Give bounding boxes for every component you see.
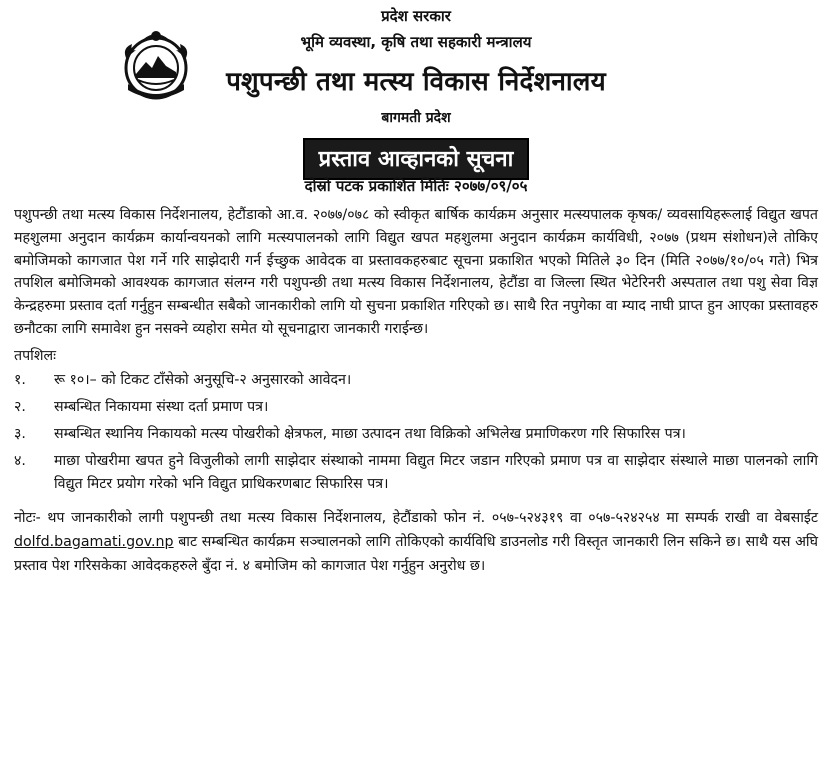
- list-item-text: माछा पोखरीमा खपत हुने विजुलीको लागी साझेदार संस्थाको नाममा विद्युत मिटर जडान गरिएको प्रमाण पत्र वा साझेदार संस्थाले माछा पालनको लागि विद्युत मिटर प्रयोग गरेको भनि विद्युत प्राधिकरणबाट सिफारिस पत्र।: [54, 452, 818, 492]
- note-text-part1: थप जानकारीको लागी पशुपन्छी तथा मत्स्य विकास निर्देशनालय, हेटौंडाको फोन नं. ०५७-५२४३१९ वा ०५७-५२४२५४ मा सम्पर्क राखी वा वेबसाईट: [40, 509, 818, 526]
- notice-title: प्रस्ताव आव्हानको सूचना: [303, 138, 530, 180]
- list-item-number: ३.: [14, 425, 26, 442]
- list-item-text: रू १०।– को टिकट टाँसेको अनुसूचि-२ अनुसारको आवेदन।: [54, 371, 352, 388]
- list-item-text: सम्बन्धित स्थानिय निकायको मत्स्य पोखरीको क्षेत्रफल, माछा उत्पादन तथा विक्रिको अभिलेख प्रमाणिकरण गरि सिफारिस पत्र।: [54, 425, 686, 442]
- list-item: [14, 369, 818, 392]
- list-item: [14, 450, 818, 496]
- list-item-number: १.: [14, 371, 26, 388]
- main-paragraph: पशुपन्छी तथा मत्स्य विकास निर्देशनालय, हेटौंडाको आ.व. २०७७/०७८ को स्वीकृत बार्षिक कार्यक्रम अनुसार मत्स्यपालक कृषक/ व्यवसायिहरूलाई विद्युत खपत महशुलमा अनुदान कार्यक्रम कार्यान्वयनको लागि मत्स्यपालनको लागि विद्युत खपत महशुलमा अनुदान कार्यक्रम कार्यविधी, २०७७ (प्रथम संशोधन)ले तोकिए बमोजिमको कागजात पेश गर्ने गरि साझेदारी गर्न ईच्छुक आवेदक वा प्रस्तावकहरुबाट सूचना प्रकाशित भएको मितिले ३० दिन (मिति २०७७/१०/०५ गते) भित्र तपशिल बमोजिमको आवश्यक कागजात संलग्न गरी पशुपन्छी तथा मत्स्य विकास निर्देशनालय, हेटौंडा वा जिल्ला स्थित भेटेरिनरी अस्पताल तथा पशु सेवा विज्ञ केन्द्रहरुमा प्रस्ताव दर्ता गर्नुहुन सम्बन्धीत सबैको जानकारीको लागि यो सुचना प्रकाशित गरिएको छ। साथै रित नपुगेका वा म्याद नाघी प्राप्त हुन आएका प्रस्तावहरु छनौटका लागि समावेश हुन नसक्ने व्यहोरा समेत यो सूचनाद्वारा जानकारी गराईन्छ।: [14, 207, 818, 337]
- header-line-ministry: भूमि व्यवस्था, कृषि तथा सहकारी मन्त्रालय: [300, 33, 532, 51]
- website-link[interactable]: dolfd.bagamati.gov.np: [14, 533, 174, 550]
- document-header: [14, 0, 818, 204]
- note-section: [14, 506, 818, 578]
- list-item-number: ४.: [14, 452, 26, 469]
- header-line-province-govt: प्रदेश सरकार: [381, 7, 451, 25]
- list-item-number: २.: [14, 398, 26, 415]
- requirements-list: [14, 369, 818, 496]
- notice-title-wrap: [14, 138, 818, 180]
- header-line-province: बागमती प्रदेश: [381, 110, 451, 126]
- list-item: [14, 423, 818, 446]
- header-line-directorate: पशुपन्छी तथा मत्स्य विकास निर्देशनालय: [226, 67, 606, 97]
- list-item: [14, 396, 818, 419]
- list-title: तपशिलः: [14, 347, 56, 364]
- note-text-part2: बाट सम्बन्धित कार्यक्रम सञ्चालनको लागि तोकिएको कार्यविधि डाउनलोड गरी विस्तृत जानकारी लिन सकिने छ। साथै यस अघि प्रस्ताव पेश गरिसकेका आवेदकहरुले बुँदा नं. ४ बमोजिम को कागजात पेश गर्नुहुन अनुरोध छ।: [14, 533, 818, 574]
- note-label: नोटः-: [14, 509, 41, 526]
- published-date: दोस्रो पटक प्रकाशित मितिः २०७७/०९/०५: [304, 177, 528, 195]
- list-item-text: सम्बन्धित निकायमा संस्था दर्ता प्रमाण पत्र।: [54, 398, 269, 415]
